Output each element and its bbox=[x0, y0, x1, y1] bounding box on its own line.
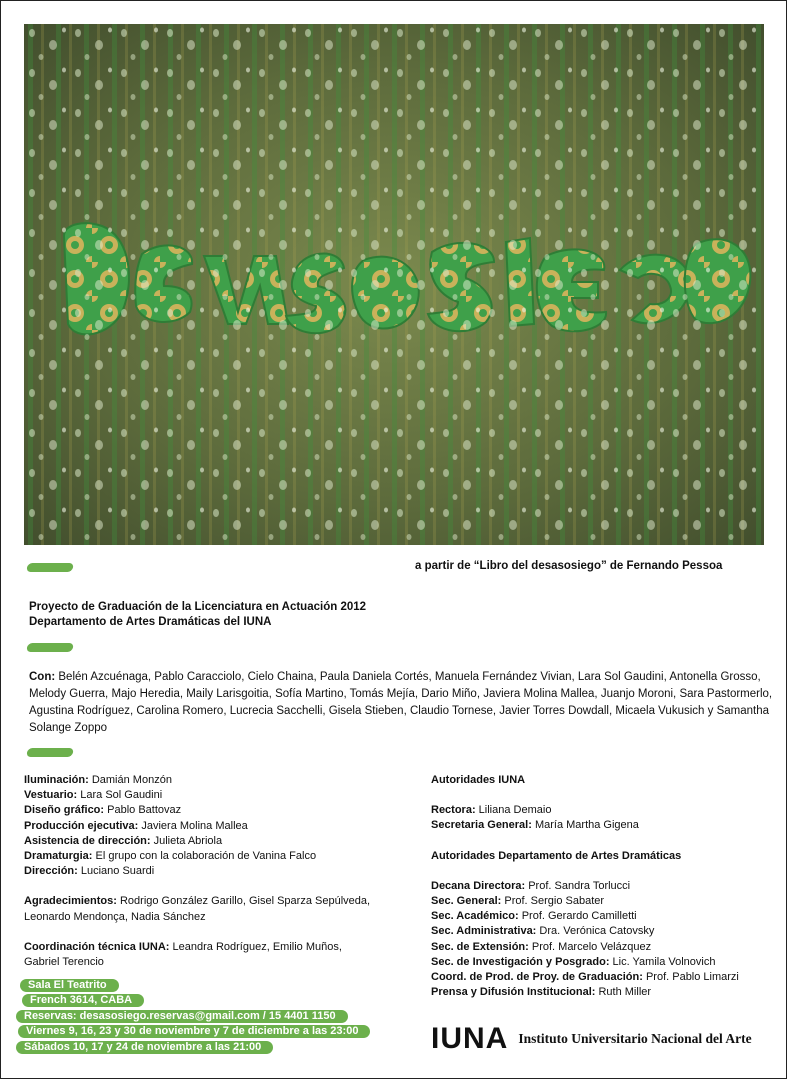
department-value: Ruth Miller bbox=[595, 986, 652, 999]
project-line-1: Proyecto de Graduación de la Licenciatura en Actuación 2012 bbox=[29, 601, 367, 613]
department-line bbox=[431, 940, 781, 955]
project-heading bbox=[29, 600, 366, 630]
department-line bbox=[431, 985, 781, 1000]
department-value: Prof. Marcelo Velázquez bbox=[528, 940, 652, 953]
authority-line bbox=[431, 803, 781, 818]
venue-address-pill: French 3614, CABA bbox=[22, 994, 144, 1007]
cast-list bbox=[29, 669, 774, 737]
thanks-label: Agradecimientos: bbox=[24, 895, 117, 908]
credit-label: Asistencia de dirección: bbox=[24, 834, 151, 847]
authority-value: Liliana Demaio bbox=[475, 804, 552, 817]
credit-value: Damián Monzón bbox=[88, 774, 172, 786]
accent-dash bbox=[26, 563, 74, 572]
accent-dash bbox=[26, 748, 74, 757]
authorities-column bbox=[431, 773, 781, 1000]
credit-line bbox=[24, 788, 404, 803]
authority-value: María Martha Gigena bbox=[531, 819, 639, 832]
coordination-line bbox=[24, 940, 404, 955]
credit-value: Javiera Molina Mallea bbox=[138, 819, 248, 832]
credit-label: Dirección: bbox=[24, 865, 78, 878]
friday-dates-pill: Viernes 9, 16, 23 y 30 de noviembre y 7 de diciembre a las 23:00 bbox=[18, 1025, 370, 1038]
coordination-line: Gabriel Terencio bbox=[24, 956, 104, 969]
credit-line bbox=[24, 773, 404, 788]
saturday-dates-pill: Sábados 10, 17 y 24 de noviembre a las 21:00 bbox=[16, 1041, 273, 1054]
department-label: Coord. de Prod. de Proy. de Graduación: bbox=[431, 971, 643, 984]
department-value: Prof. Pablo Limarzi bbox=[642, 971, 739, 984]
credit-value: Luciano Suardi bbox=[77, 865, 155, 878]
authorities-title: Autoridades IUNA bbox=[431, 774, 526, 786]
cast-names: Belén Azcuénaga, Pablo Caracciolo, Cielo Chaina, Paula Daniela Cortés, Manuela Fernández Vivian, Lara Sol Gaudini, Antonella Grosso, Melody Guerra, Majo Heredia, Maily Larisgoitia, Sofía Martino, Tomás Mejía, Dario Miño, Javiera Molina Mallea, Juanjo Moroni, Sara Pastormerlo, Agustina Rodríguez, Carolina Romero, Lucrecia Sacchelli, Gisela Stieben, Claudio Tornese, Javier Torres Dowdall, Micaela Vukusich y Samantha Solange Zoppo bbox=[29, 671, 773, 734]
thanks-line bbox=[24, 894, 404, 909]
department-value: Prof. Gerardo Camilletti bbox=[518, 910, 637, 923]
credit-line bbox=[24, 834, 404, 849]
department-line bbox=[431, 924, 781, 939]
venue-name-pill: Sala El Teatrito bbox=[20, 979, 119, 992]
iuna-logo bbox=[431, 1022, 752, 1055]
department-line bbox=[431, 970, 781, 985]
credit-line bbox=[24, 819, 404, 834]
department-value: Lic. Yamila Volnovich bbox=[609, 955, 716, 968]
poster-image bbox=[24, 24, 764, 545]
thanks-line: Leonardo Mendonça, Nadia Sánchez bbox=[24, 910, 206, 923]
department-value: Prof. Sandra Torlucci bbox=[525, 879, 631, 892]
department-label: Decana Directora: bbox=[431, 879, 526, 892]
authority-label: Rectora: bbox=[431, 804, 476, 817]
department-line bbox=[431, 879, 781, 894]
department-label: Sec. de Investigación y Posgrado: bbox=[431, 955, 610, 968]
credit-label: Vestuario: bbox=[24, 789, 78, 802]
credit-line bbox=[24, 803, 404, 818]
iuna-logo-mark: IUNA bbox=[431, 1022, 509, 1055]
department-label: Prensa y Difusión Institucional: bbox=[431, 986, 596, 999]
credit-label: Producción ejecutiva: bbox=[24, 819, 139, 832]
department-label: Sec. Administrativa: bbox=[431, 925, 537, 938]
department-value: Prof. Sergio Sabater bbox=[501, 895, 605, 908]
department-line bbox=[431, 909, 781, 924]
project-line-2: Departamento de Artes Dramáticas del IUNA bbox=[29, 616, 272, 628]
department-label: Sec. Académico: bbox=[431, 910, 519, 923]
reservations-pill: Reservas: desasosiego.reservas@gmail.com / 15 4401 1150 bbox=[16, 1010, 348, 1023]
credit-value: Lara Sol Gaudini bbox=[77, 789, 163, 802]
subtitle: a partir de “Libro del desasosiego” de Fernando Pessoa bbox=[415, 560, 723, 572]
credit-line bbox=[24, 849, 404, 864]
department-value: Dra. Verónica Catovsky bbox=[536, 925, 655, 938]
coordination-value: Leandra Rodríguez, Emilio Muños, bbox=[169, 940, 342, 953]
credit-value: Julieta Abriola bbox=[150, 834, 223, 847]
cast-label: Con: bbox=[29, 671, 56, 683]
accent-dash bbox=[26, 643, 74, 652]
department-title: Autoridades Departamento de Artes Dramáticas bbox=[431, 849, 682, 862]
department-label: Sec. de Extensión: bbox=[431, 940, 529, 953]
department-line bbox=[431, 894, 781, 909]
credit-value: Pablo Battovaz bbox=[104, 804, 182, 817]
credit-label: Diseño gráfico: bbox=[24, 804, 105, 817]
thanks-value: Rodrigo González Garillo, Gisel Sparza Sepúlveda, bbox=[116, 895, 371, 908]
authority-label: Secretaria General: bbox=[431, 819, 532, 832]
credit-label: Dramaturgia: bbox=[24, 850, 93, 863]
coordination-label: Coordinación técnica IUNA: bbox=[24, 940, 170, 953]
credit-line bbox=[24, 864, 404, 879]
credit-value: El grupo con la colaboración de Vanina Falco bbox=[92, 850, 317, 863]
department-line bbox=[431, 955, 781, 970]
department-label: Sec. General: bbox=[431, 895, 502, 908]
credits-column bbox=[24, 773, 404, 970]
credit-label: Iluminación: bbox=[24, 774, 89, 786]
iuna-logo-name: Instituto Universitario Nacional del Arte bbox=[518, 1031, 752, 1046]
authority-line bbox=[431, 818, 781, 833]
